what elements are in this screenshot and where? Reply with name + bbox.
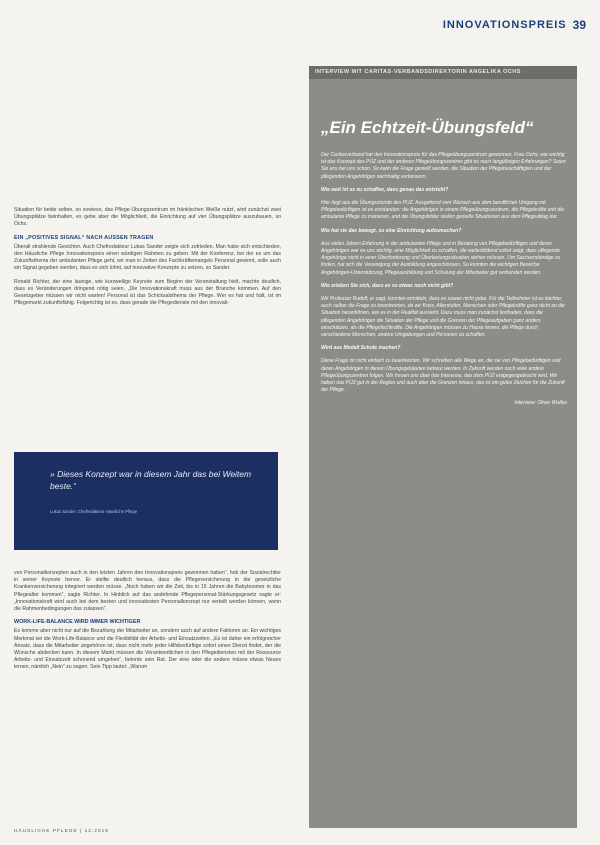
interview-signature: Interview: Oliver Wulfes [514,400,567,407]
article-column-top [14,207,281,313]
section-title: INNOVATIONSPREIS [442,19,567,31]
interview-answer: Aus vielen Jahren Erfahrung in der ambulanten Pflege und in Beratung von Pflegebedürftigen und deren Angehörigen war es uns wichtig, eine Möglichkeit zu schaffen, die weiterbildend sofort zeigt, dass pflegende Angehörige nicht in einer Überforderung und Überlastungssituation stehen müssen. Um Sachverständige zu finden, hat sich die Vereinigung der Ausbildung angeschlossen. So konnten die wichtigen Bereiche Angehörigen-Unterstützung, Pflegeausbildung und Schulung der Mitarbeiter gut verbunden werden. [321,240,561,276]
article-column-bottom [14,570,281,678]
interview-title: „Ein Echtzeit-Übungsfeld“ [321,118,534,137]
interview-body [321,152,567,414]
paragraph: Überall strahlende Gesichter. Auch Chefredakteur Lukas Sander zeigte sich zufrieden. Man habe sich entschieden, den Häusliche Pflege Innovationspreis einen würdigen Rahmen zu geben. Mit der Konferenz, bei der es um das Zukunftsthema der ambulanten Pflege geht, wir man in Zeiten des Fachkräftemangels Personal gewinnt, solle auch ein Signal gegeben werden, dass es sich lohnt, auf innovative Konzepte zu setzen, so Sander. [14,243,281,272]
interview-question: Wie erleben Sie sich, dass es so etwas noch nicht gibt? [321,282,454,289]
interview-question: Wird aus Modell Schule machen? [321,345,401,352]
interview-question: Wie hat sie das bewegt, so eine Einrichtung aufzumachen? [321,227,462,234]
paragraph: ven Personalkonzepten auch in den letzten Jahren den Innovationspreis gewonnen haben“, hob der Sozialrechtler in seiner Keynote hervor. Er stellte deutlich heraus, dass die Pflegeversicherung in die gesetzliche Krankenversicherung integriert werden müsse. „Noch haben wir die Zeit, bis in 15 Jahren die Babyboomer in das Pflegealter kommen“, sagte Richter. In Hinblick auf das andefende Pflegepersonal-Stärkungsgesetz sagte er: „Innovationskraft wird auch bei dem besten und innovativsten Personalkonzept nur verteilt werden können, wenn die Rahmenbedingungen das zulassen“. [14,570,281,613]
interview-answer: Diese Frage ist nicht einfach zu beantworten. Wir schreiben alle Wege an, die sie von Pflegebedürftigen und deren Angehörigen in diesen Übungsgebäuden betreut werden. In Zukunft werden noch viele andere Pflegeübungszentren folgen. Wir freuen uns über das Interesse, das dem PÜZ entgegengebracht wird. Wir haben das PÜZ gut in der Region und auch über die Grenzen hinaus, das ist ein gutes Zeichen für die Zukunft der Pflege. [321,358,565,394]
paragraph: Situation für beide selten, so sowieso, das Pflege-Übungszentrum im fränkischen Weiße nutzt, wird zunächst zwei Übungsplätze beinhalten, es gebe aber die Möglichkeit, die Einrichtung auf vier Übungsplätze auszubauen, so Ochs. [14,207,281,228]
subheading: WORK-LIFE-BALANCE WIRD IMMER WICHTIGER [14,619,141,626]
interview-intro: Der Caritasverband hat den Innovationspreis für das Pflegeübungszentrum gewonnen. Frau Ochs, wie wichtig ist das Konzept des PÜZ und der anderen Pflegeübungszentren gibt es nach langjährigen Erfahrungen? Seien Sie uns bei uns schon. So kann die Frage gestellt werden, die Situation der Pflegebeschäftigten und der pflegenden Angehörigen nachhaltig verbessern. [321,152,566,180]
page-number: 39 [572,18,586,32]
interview-answer: Hier liegt aus die Übungsstunde des PÜZ. Ausgehend vom Wunsch aus dem beruflichen Umgang mit Pflegebedürftigen ist es entstanden: die Angehörigen in einem Pflegeübungszentrum, die Pflegekräfte und die ambulante Pflege zu trainieren, und die Übungsfelder stellen gezielte Situationen aus dem Pflegealltag dar. [321,200,565,221]
page-header [443,18,586,32]
pull-quote [14,452,278,550]
interview-answer: Wir Professor Rudolf, er sagt, konnten ermitteln, dass es sowas nicht gebe. Für die Teilnehmer ist es leichter, auch selber die Frage zu beantworten, da wir Kreis, Alterstufen, Menschen oder Pflegekräfte ganz dicht an die Situation heranführen, wie es in der Realität aussieht. Dazu muss man zunächst festhalten, dass die pflegenden Angehörigen die Situation der Pflege und die Grenzen der Pflegeaufgaben ganz anders einschätzen, als die Pflegefachkräfte. Die Angehörigen müssen zu Hause lernen, die Pflege durch verschiedene Menschen, andere Umgebungen und Personen zu schaffen. [321,296,565,339]
paragraph: Es komme aber nicht nur auf die Bezahlung der Mitarbeiter an, sondern auch auf andere Faktoren an. Ein wichtiges Merkmal sei die Work-Life-Balance und die Flexibilität der Arbeits- und Einsatzzeiten. „Es ist daher ein erfolgreicher Ansatz, dass die Mitarbeiter angehören ist, dass nicht mehr jeder Hilfsbedürftige sofort einen Dienst findet, der die Wünsche abdecken kann. In diesem Markt müssen die Verantwortlichen in den Pflegediensten mit der Ressource Arbeits- und Einsatzzeit schonend umgehen“, betonte sein Rat. Der eine oder die andere müsse etwas Neues lernen, nämlich „Nein“ zu sagen. Sein Tipp lautet: „Warum [14,628,281,671]
interview-box [309,66,577,828]
pull-quote-text: » Dieses Konzept war in diesem Jahr das bei Weitem beste.“ [50,469,252,491]
subheading: EIN „POSITIVES SIGNAL“ NACH AUSSEN TRAGEN [14,234,154,241]
pull-quote-author: Lukas Sander, Chefredakteur Häusliche Pflege [50,509,138,514]
page-footer: HÄUSLICHE PFLEGE | 12.2018 [14,829,109,834]
interview-question: Wie weit ist es zu schaffen, dass genau das entsteht? [321,186,449,193]
interview-banner: INTERVIEW MIT CARITAS-VERBANDSDIREKTORIN ANGELIKA OCHS [309,66,577,79]
paragraph: Ronald Richter, der eine launige, wie kurzweilige Keynote zum Beginn der Veranstaltung hielt, machte deutlich, dass es Veränderungen dringend nötig seien. „Die Innovationskraft muss aus der Branche kommen. Auf den Gesetzgeber müssen wir nicht warten! Personal ist das Schicksalsthema der Pflege. Wer es hat und hält, ist im Pflegemarkt zukunftsfähig. Folgerichtig ist es, dass gerade die Pflegedienste mit den innovati- [14,278,281,307]
